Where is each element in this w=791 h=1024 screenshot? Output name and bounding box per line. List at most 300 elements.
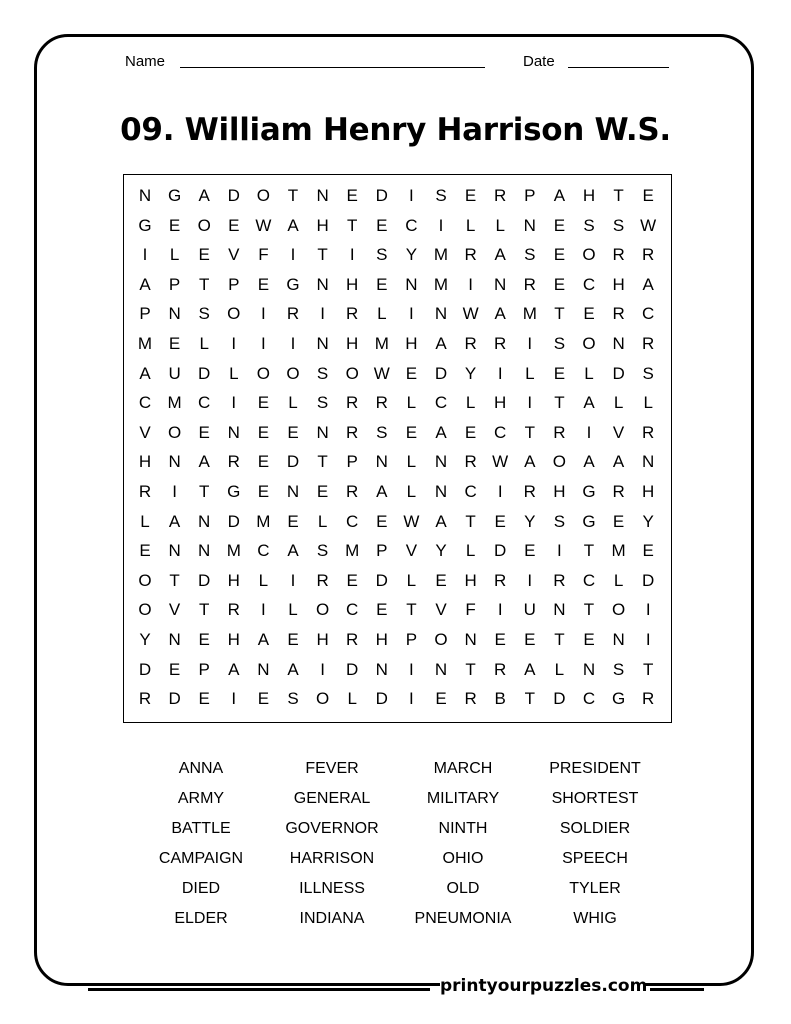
grid-letter: P <box>198 659 210 679</box>
grid-letter: C <box>464 482 477 501</box>
grid-letter: C <box>257 541 270 561</box>
grid-letter: N <box>405 274 418 294</box>
grid-letter: E <box>198 422 210 442</box>
grid-letter: N <box>434 482 448 501</box>
grid-letter: D <box>642 570 655 590</box>
grid-letter: A <box>435 422 447 442</box>
grid-letter: R <box>642 245 655 265</box>
grid-letter: V <box>405 541 418 561</box>
grid-letter: C <box>198 393 211 413</box>
word-list-item: PRESIDENT <box>549 760 641 777</box>
grid-letter: A <box>139 274 151 294</box>
grid-letter: I <box>261 304 266 324</box>
grid-letter: S <box>316 541 329 561</box>
grid-letter: G <box>167 186 182 205</box>
grid-letter: A <box>257 630 270 649</box>
grid-letter: W <box>640 215 657 235</box>
grid-letter: H <box>582 186 596 205</box>
grid-letter: D <box>553 689 566 709</box>
grid-letter: T <box>317 245 328 265</box>
grid-letter: E <box>257 482 270 501</box>
word-list-item: WHIG <box>573 910 617 927</box>
grid-letter: Y <box>435 541 447 561</box>
grid-letter: T <box>554 304 565 324</box>
grid-letter: A <box>583 452 595 472</box>
grid-letter: H <box>138 452 152 472</box>
grid-letter: C <box>405 215 418 235</box>
word-list-item: ARMY <box>177 790 225 807</box>
grid-letter: E <box>257 689 270 709</box>
grid-letter: L <box>199 334 209 353</box>
grid-letter: E <box>553 363 566 383</box>
grid-letter: Y <box>524 511 536 531</box>
grid-letter: A <box>376 482 388 501</box>
grid-letter: E <box>198 689 210 709</box>
grid-letter: N <box>582 659 596 679</box>
grid-letter: I <box>349 245 355 265</box>
grid-letter: B <box>494 689 506 709</box>
grid-letter: P <box>346 452 358 472</box>
word-list-item: ILLNESS <box>299 880 365 897</box>
grid-letter: N <box>434 659 448 679</box>
grid-letter: N <box>138 186 152 205</box>
grid-letter: D <box>168 689 181 709</box>
grid-letter: C <box>434 393 448 413</box>
grid-letter: W <box>462 304 479 324</box>
grid-letter: T <box>642 659 654 679</box>
grid-letter: S <box>553 511 566 531</box>
grid-letter: S <box>642 363 654 383</box>
grid-letter: I <box>320 659 325 679</box>
grid-letter: T <box>583 600 595 620</box>
grid-letter: D <box>198 363 211 383</box>
grid-letter: E <box>376 600 388 620</box>
word-list-item: NINTH <box>438 820 488 837</box>
grid-letter: O <box>315 689 330 709</box>
grid-letter: I <box>231 689 237 709</box>
grid-letter: P <box>228 274 240 294</box>
grid-letter: I <box>557 541 562 561</box>
grid-letter: I <box>468 274 473 294</box>
grid-letter: R <box>227 452 240 472</box>
grid-letter: R <box>642 689 655 709</box>
grid-letter: P <box>376 541 388 561</box>
grid-letter: L <box>288 393 298 413</box>
grid-letter: L <box>347 689 357 709</box>
grid-letter: E <box>168 659 181 679</box>
grid-letter: O <box>256 186 270 205</box>
grid-letter: N <box>494 274 507 294</box>
grid-letter: N <box>523 215 536 235</box>
grid-letter: W <box>492 452 509 472</box>
grid-letter: T <box>198 600 210 620</box>
grid-letter: P <box>524 186 536 205</box>
grid-letter: S <box>612 215 625 235</box>
grid-letter: L <box>465 215 476 235</box>
grid-letter: C <box>582 570 596 590</box>
grid-letter: Y <box>642 511 654 531</box>
grid-letter: A <box>583 393 595 413</box>
grid-letter: D <box>198 570 211 590</box>
grid-letter: T <box>524 422 535 442</box>
grid-letter: N <box>434 452 448 472</box>
grid-letter: H <box>494 393 507 413</box>
grid-letter: E <box>524 541 536 561</box>
grid-letter: D <box>375 570 388 590</box>
grid-letter: V <box>139 422 151 442</box>
grid-letter: I <box>290 334 296 353</box>
grid-letter: R <box>316 570 329 590</box>
grid-letter: I <box>409 659 414 679</box>
word-list-item: TYLER <box>569 880 621 897</box>
word-list-item: OHIO <box>442 850 484 867</box>
grid-letter: D <box>286 452 300 472</box>
grid-letter: E <box>376 511 388 531</box>
grid-letter: N <box>316 422 329 442</box>
grid-letter: I <box>231 334 237 353</box>
grid-letter: R <box>138 689 152 709</box>
word-list-item: INDIANA <box>299 910 365 927</box>
grid-letter: C <box>642 304 655 324</box>
grid-letter: I <box>320 304 325 324</box>
grid-letter: A <box>524 452 536 472</box>
grid-letter: H <box>464 570 477 590</box>
grid-letter: R <box>494 570 507 590</box>
word-list-item: MARCH <box>433 760 493 777</box>
grid-letter: A <box>287 215 299 235</box>
grid-letter: L <box>317 511 328 531</box>
grid-letter: S <box>287 689 299 709</box>
name-line[interactable] <box>180 67 485 68</box>
grid-letter: E <box>168 334 181 353</box>
grid-letter: D <box>138 659 152 679</box>
grid-letter: O <box>167 422 182 442</box>
grid-letter: E <box>287 630 299 649</box>
grid-letter: T <box>287 186 299 205</box>
grid-letter: T <box>198 482 210 501</box>
grid-letter: E <box>376 274 388 294</box>
grid-letter: U <box>168 363 181 383</box>
grid-letter: N <box>227 422 240 442</box>
date-line[interactable] <box>568 67 669 68</box>
grid-letter: O <box>611 600 626 620</box>
grid-letter: M <box>374 334 389 353</box>
grid-letter: E <box>405 422 418 442</box>
word-list-item: ELDER <box>174 910 228 927</box>
grid-letter: I <box>261 600 266 620</box>
word-list-item: CAMPAIGN <box>158 850 244 867</box>
grid-letter: R <box>346 630 359 649</box>
word-list-item: SHORTEST <box>551 790 639 807</box>
grid-letter: R <box>642 334 655 353</box>
grid-letter: I <box>645 600 651 620</box>
grid-letter: A <box>198 452 210 472</box>
grid-letter: R <box>464 689 477 709</box>
grid-letter: N <box>198 541 211 561</box>
grid-letter: T <box>465 511 476 531</box>
grid-letter: E <box>376 215 388 235</box>
grid-letter: S <box>316 393 329 413</box>
grid-letter: N <box>168 541 181 561</box>
grid-letter: L <box>169 245 180 265</box>
grid-letter: E <box>198 630 210 649</box>
word-list-item: FEVER <box>305 760 359 777</box>
grid-letter: E <box>435 689 447 709</box>
grid-letter: O <box>582 334 596 353</box>
grid-letter: W <box>373 363 390 383</box>
grid-letter: N <box>434 304 448 324</box>
grid-letter: D <box>227 186 240 205</box>
grid-letter: A <box>642 274 654 294</box>
grid-letter: E <box>228 215 240 235</box>
grid-letter: H <box>316 630 329 649</box>
grid-letter: T <box>465 659 476 679</box>
grid-letter: A <box>553 186 566 205</box>
grid-letter: S <box>316 363 329 383</box>
grid-letter: T <box>583 541 595 561</box>
grid-letter: S <box>612 659 625 679</box>
grid-letter: O <box>286 363 300 383</box>
grid-letter: D <box>346 659 359 679</box>
grid-letter: Y <box>139 630 151 649</box>
grid-letter: I <box>438 215 444 235</box>
grid-letter: T <box>346 215 358 235</box>
grid-letter: N <box>198 511 211 531</box>
grid-letter: E <box>139 541 151 561</box>
grid-letter: E <box>257 393 270 413</box>
grid-letter: R <box>346 304 359 324</box>
grid-letter: H <box>405 334 418 353</box>
grid-letter: D <box>494 541 507 561</box>
grid-letter: I <box>586 422 592 442</box>
grid-letter: G <box>611 689 626 709</box>
grid-letter: I <box>527 393 533 413</box>
grid-letter: R <box>553 570 566 590</box>
grid-letter: I <box>172 482 177 501</box>
word-list-item: ANNA <box>178 760 224 777</box>
grid-letter: E <box>612 511 625 531</box>
grid-letter: R <box>642 422 655 442</box>
grid-letter: R <box>612 245 625 265</box>
grid-letter: I <box>527 570 533 590</box>
grid-letter: G <box>582 482 596 501</box>
grid-letter: R <box>464 452 477 472</box>
word-list-item: DIED <box>181 880 221 897</box>
grid-letter: P <box>168 274 181 294</box>
grid-letter: G <box>138 215 152 235</box>
grid-letter: E <box>405 363 418 383</box>
grid-letter: N <box>168 304 181 324</box>
grid-letter: M <box>522 304 537 324</box>
grid-letter: C <box>582 689 596 709</box>
grid-letter: H <box>227 630 240 649</box>
grid-letter: A <box>287 541 299 561</box>
grid-letter: I <box>409 304 414 324</box>
grid-letter: N <box>168 452 181 472</box>
grid-letter: H <box>642 482 655 501</box>
grid-letter: S <box>524 245 536 265</box>
grid-letter: L <box>643 393 653 413</box>
grid-letter: R <box>553 422 566 442</box>
grid-letter: C <box>346 511 359 531</box>
grid-letter: I <box>497 482 503 501</box>
grid-letter: I <box>497 600 503 620</box>
grid-letter: L <box>140 511 150 531</box>
grid-letter: E <box>642 541 654 561</box>
grid-letter: V <box>612 422 625 442</box>
grid-letter: O <box>434 630 448 649</box>
grid-letter: N <box>257 659 270 679</box>
grid-letter: R <box>612 304 625 324</box>
grid-letter: T <box>524 689 535 709</box>
name-label: Name <box>125 53 166 70</box>
grid-letter: A <box>435 511 447 531</box>
grid-letter: C <box>346 600 359 620</box>
grid-letter: S <box>376 422 388 442</box>
grid-letter: T <box>169 570 180 590</box>
grid-letter: S <box>376 245 388 265</box>
grid-letter: E <box>553 215 566 235</box>
grid-letter: L <box>525 363 535 383</box>
grid-letter: E <box>287 422 299 442</box>
grid-letter: N <box>464 630 477 649</box>
grid-letter: L <box>406 393 417 413</box>
grid-letter: S <box>553 334 566 353</box>
grid-letter: F <box>258 245 269 265</box>
grid-letter: M <box>345 541 360 561</box>
grid-letter: N <box>375 659 388 679</box>
grid-letter: R <box>523 482 536 501</box>
grid-letter: V <box>168 600 181 620</box>
grid-letter: M <box>167 393 182 413</box>
grid-letter: H <box>346 334 359 353</box>
footer-rule-left <box>88 988 430 991</box>
grid-letter: O <box>138 570 152 590</box>
grid-letter: E <box>464 186 477 205</box>
word-list-item: SPEECH <box>562 850 628 867</box>
grid-letter: I <box>645 630 651 649</box>
grid-letter: C <box>138 393 152 413</box>
grid-letter: E <box>583 304 595 324</box>
grid-letter: O <box>197 215 211 235</box>
grid-letter: S <box>583 215 595 235</box>
grid-letter: I <box>527 334 533 353</box>
date-label: Date <box>523 53 555 70</box>
grid-letter: P <box>139 304 151 324</box>
grid-letter: H <box>227 570 240 590</box>
grid-letter: T <box>198 274 210 294</box>
grid-letter: I <box>409 689 414 709</box>
grid-letter: S <box>435 186 447 205</box>
grid-letter: L <box>495 215 505 235</box>
grid-letter: E <box>642 186 654 205</box>
grid-letter: T <box>554 630 565 649</box>
grid-letter: A <box>168 511 181 531</box>
word-list-item: PNEUMONIA <box>414 910 512 927</box>
grid-letter: H <box>375 630 388 649</box>
grid-letter: W <box>403 511 420 531</box>
grid-letter: M <box>256 511 271 531</box>
grid-letter: L <box>229 363 239 383</box>
word-list-item: MILITARY <box>426 790 500 807</box>
grid-letter: N <box>375 452 388 472</box>
grid-letter: N <box>553 600 566 620</box>
grid-letter: R <box>286 304 300 324</box>
grid-letter: S <box>198 304 210 324</box>
grid-letter: T <box>554 393 565 413</box>
word-list-item: GENERAL <box>293 790 371 807</box>
grid-letter: A <box>494 245 506 265</box>
grid-letter: H <box>612 274 625 294</box>
grid-letter: E <box>524 630 536 649</box>
grid-letter: I <box>231 393 237 413</box>
grid-letter: R <box>464 245 477 265</box>
grid-letter: E <box>435 570 447 590</box>
grid-letter: M <box>137 334 153 353</box>
grid-letter: I <box>290 245 296 265</box>
grid-letter: A <box>435 334 447 353</box>
grid-letter: N <box>642 452 655 472</box>
grid-letter: D <box>375 186 388 205</box>
grid-letter: C <box>582 274 596 294</box>
grid-letter: R <box>494 334 507 353</box>
grid-letter: M <box>433 245 449 265</box>
grid-letter: N <box>316 186 329 205</box>
grid-letter: N <box>316 334 329 353</box>
grid-letter: H <box>553 482 566 501</box>
grid-letter: U <box>523 600 536 620</box>
grid-letter: L <box>613 393 624 413</box>
grid-letter: O <box>345 363 359 383</box>
grid-letter: A <box>228 659 240 679</box>
grid-letter: D <box>612 363 625 383</box>
grid-letter: V <box>435 600 447 620</box>
grid-letter: L <box>377 304 387 324</box>
grid-letter: E <box>287 511 299 531</box>
grid-letter: F <box>465 600 476 620</box>
grid-letter: A <box>198 186 210 205</box>
grid-letter: L <box>406 482 417 501</box>
grid-letter: L <box>406 452 417 472</box>
grid-letter: E <box>316 482 329 501</box>
grid-letter: L <box>406 570 417 590</box>
grid-letter: E <box>198 245 210 265</box>
grid-letter: A <box>494 304 506 324</box>
word-list-item: GOVERNOR <box>285 820 379 837</box>
grid-letter: Y <box>405 245 418 265</box>
grid-letter: R <box>375 393 388 413</box>
grid-letter: N <box>612 630 625 649</box>
grid-letter: T <box>317 452 328 472</box>
grid-letter: H <box>346 274 359 294</box>
grid-letter: O <box>315 600 330 620</box>
grid-letter: D <box>227 511 240 531</box>
grid-letter: L <box>258 570 269 590</box>
grid-letter: T <box>613 186 624 205</box>
grid-letter: R <box>523 274 536 294</box>
grid-letter: G <box>227 482 241 501</box>
grid-letter: A <box>612 452 625 472</box>
grid-letter: O <box>227 304 241 324</box>
grid-letter: E <box>553 245 566 265</box>
grid-letter: A <box>524 659 536 679</box>
grid-letter: E <box>168 215 181 235</box>
grid-letter: Y <box>464 363 477 383</box>
grid-letter: C <box>494 422 507 442</box>
grid-letter: R <box>138 482 152 501</box>
grid-letter: R <box>346 482 359 501</box>
grid-letter: R <box>346 393 359 413</box>
